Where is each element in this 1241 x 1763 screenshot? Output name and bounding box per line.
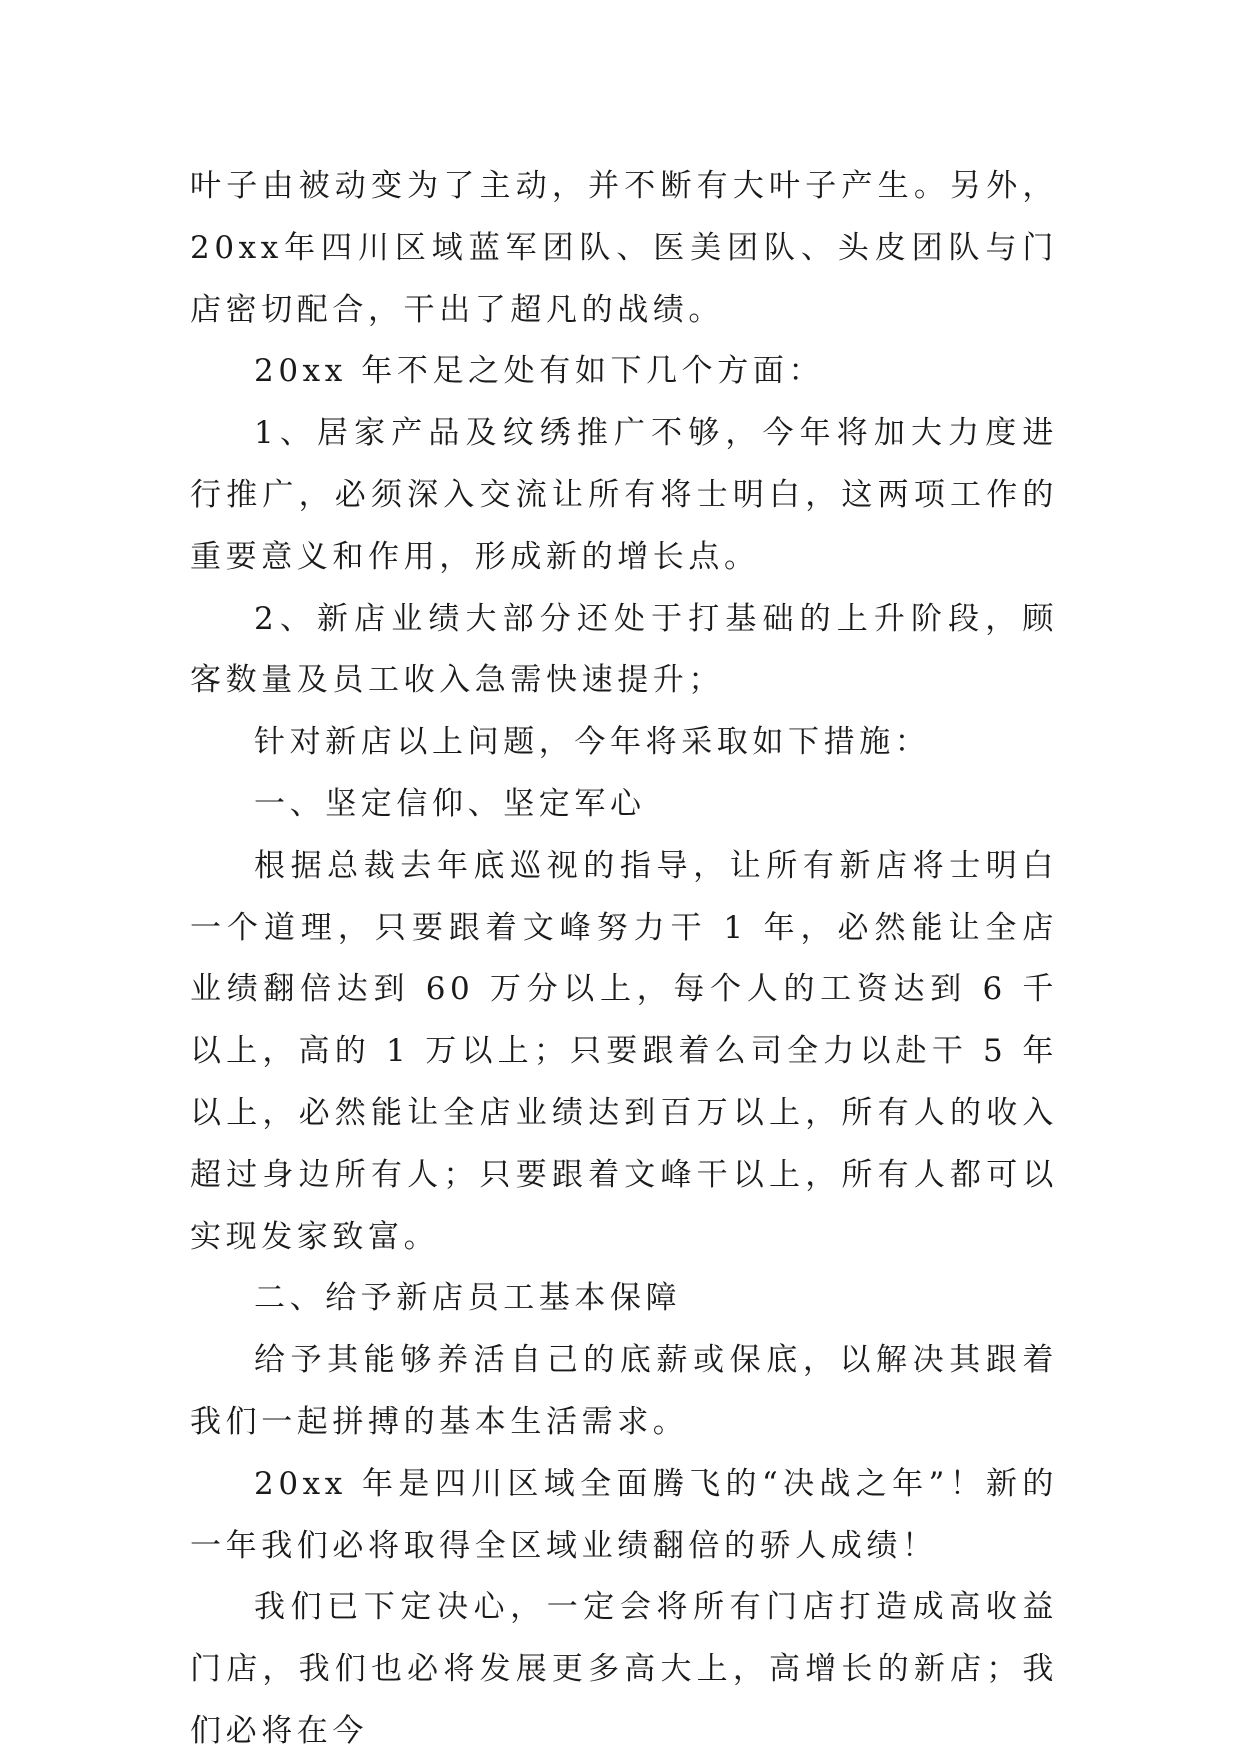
paragraph-10: 20xx 年是四川区域全面腾飞的“决战之年”！新的一年我们必将取得全区域业绩翻倍的骄人成绩！ bbox=[190, 1465, 1058, 1564]
paragraph-3: 1、居家产品及纹绣推广不够，今年将加大力度进行推广，必须深入交流让所有将士明白，这两项工作的重要意义和作用，形成新的增长点。 bbox=[190, 415, 1058, 575]
paragraph-1: 叶子由被动变为了主动，并不断有大叶子产生。另外，20xx年四川区域蓝军团队、医美团队、头皮团队与门店密切配合，干出了超凡的战绩。 bbox=[190, 168, 1058, 328]
document-page bbox=[190, 156, 1058, 1763]
paragraph-7: 根据总裁去年底巡视的指导，让所有新店将士明白一个道理，只要跟着文峰努力干 1 年，必然能让全店业绩翻倍达到 60 万分以上，每个人的工资达到 6 千以上，高的 1 万以上；只要跟着么司全力以赴干 5 年以上，必然能让全店业绩达到百万以上，所有人的收入超过身边所有人；只要跟着文峰干以上，所有人都可以实现发家致富。 bbox=[190, 847, 1058, 1255]
paragraph-2: 20xx 年不足之处有如下几个方面： bbox=[254, 353, 825, 390]
section-heading-2: 二、给予新店员工基本保障 bbox=[254, 1280, 682, 1317]
paragraph-9: 给予其能够养活自己的底薪或保底，以解决其跟着我们一起拼搏的基本生活需求。 bbox=[190, 1342, 1058, 1440]
paragraph-5: 针对新店以上问题，今年将采取如下措施： bbox=[254, 724, 931, 761]
section-heading-1: 一、坚定信仰、坚定军心 bbox=[254, 785, 646, 822]
paragraph-4: 2、新店业绩大部分还处于打基础的上升阶段，顾客数量及员工收入急需快速提升； bbox=[190, 600, 1058, 699]
paragraph-11: 我们已下定决心，一定会将所有门店打造成高收益门店，我们也必将发展更多高大上，高增长的新店；我们必将在今 bbox=[190, 1589, 1058, 1749]
